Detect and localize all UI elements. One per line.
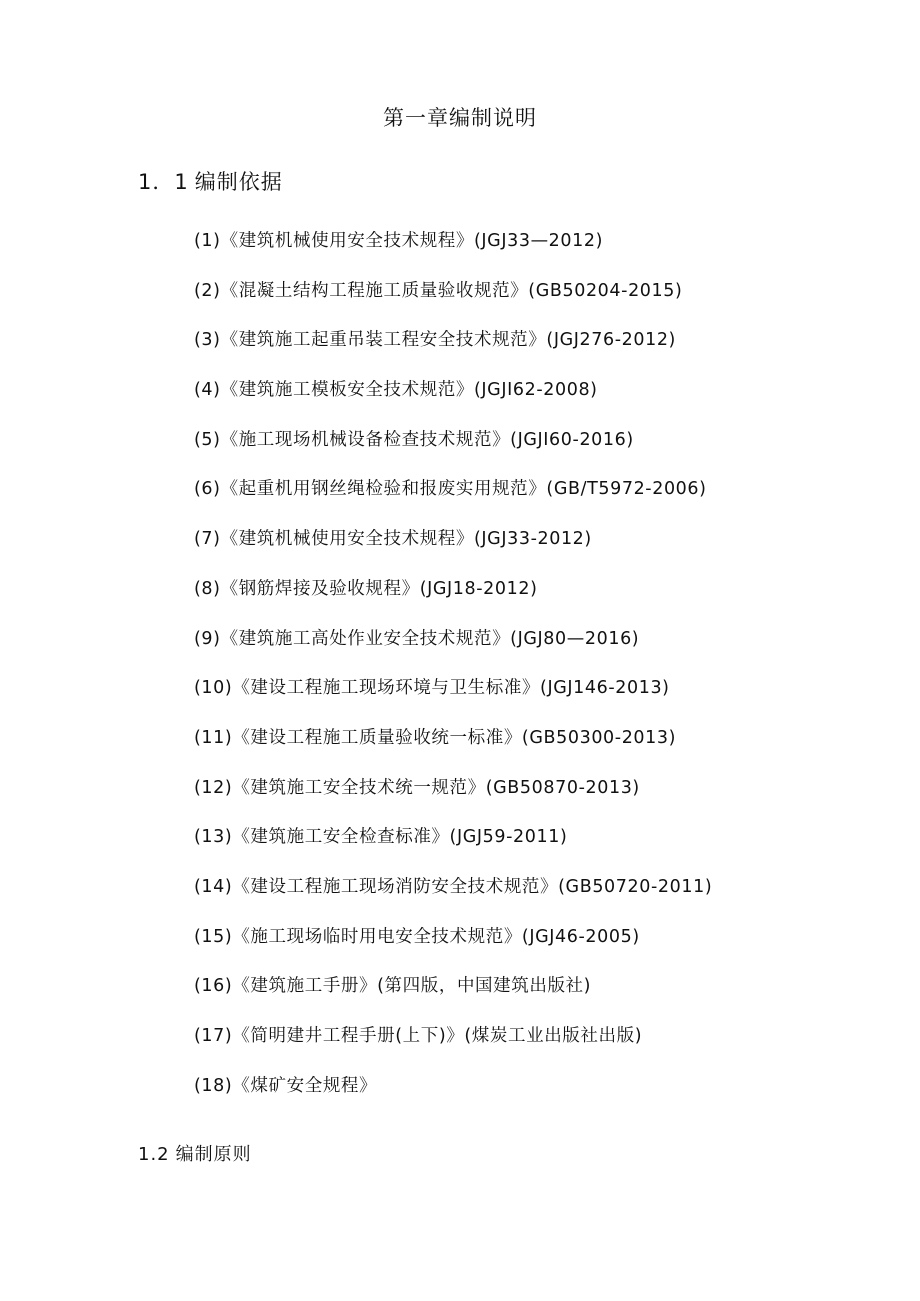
- list-item: (3)《建筑施工起重吊装工程安全技术规范》(JGJ276-2012): [194, 330, 676, 351]
- section-title: 编制依据: [194, 170, 283, 194]
- chapter-title: 第一章编制说明: [383, 106, 537, 130]
- list-item: (2)《混凝土结构工程施工质量验收规范》(GB50204-2015): [194, 280, 683, 301]
- list-item: (16)《建筑施工手册》(第四版，中国建筑出版社): [194, 976, 592, 997]
- list-item: (6)《起重机用钢丝绳检验和报废实用规范》(GB/T5972-2006): [194, 479, 707, 500]
- list-item: (1)《建筑机械使用安全技术规程》(JGJ33—2012): [194, 231, 604, 251]
- list-item: (17)《简明建井工程手册(上下)》(煤炭工业出版社出版): [194, 1026, 643, 1046]
- list-item: (11)《建设工程施工质量验收统一标准》(GB50300-2013): [194, 727, 677, 748]
- list-item: (8)《钢筋焊接及验收规程》(JGJ18-2012): [194, 578, 538, 599]
- reference-list: [194, 228, 712, 1122]
- section-heading-1-1: [138, 166, 283, 196]
- list-item: (4)《建筑施工模板安全技术规范》(JGJI62-2008): [194, 380, 598, 401]
- list-item: (7)《建筑机械使用安全技术规程》(JGJ33-2012): [194, 529, 592, 550]
- section-number: 1．1: [138, 170, 189, 194]
- section-heading-1-2: [138, 1140, 252, 1166]
- list-item: (12)《建筑施工安全技术统一规范》(GB50870-2013): [194, 777, 640, 798]
- list-item: (13)《建筑施工安全检查标准》(JGJ59-2011): [194, 827, 568, 848]
- list-item: (18)《煤矿安全规程》: [194, 1075, 378, 1096]
- section-number: 1.2: [138, 1144, 170, 1165]
- list-item: (15)《施工现场临时用电安全技术规范》(JGJ46-2005): [194, 926, 640, 947]
- section-title: 编制原则: [175, 1144, 252, 1165]
- list-item: (9)《建筑施工高处作业安全技术规范》(JGJ80—2016): [194, 628, 640, 649]
- list-item: (5)《施工现场机械设备检查技术规范》(JGJI60-2016): [194, 429, 634, 450]
- list-item: (10)《建设工程施工现场环境与卫生标准》(JGJ146-2013): [194, 678, 670, 699]
- list-item: (14)《建设工程施工现场消防安全技术规范》(GB50720-2011): [194, 876, 713, 897]
